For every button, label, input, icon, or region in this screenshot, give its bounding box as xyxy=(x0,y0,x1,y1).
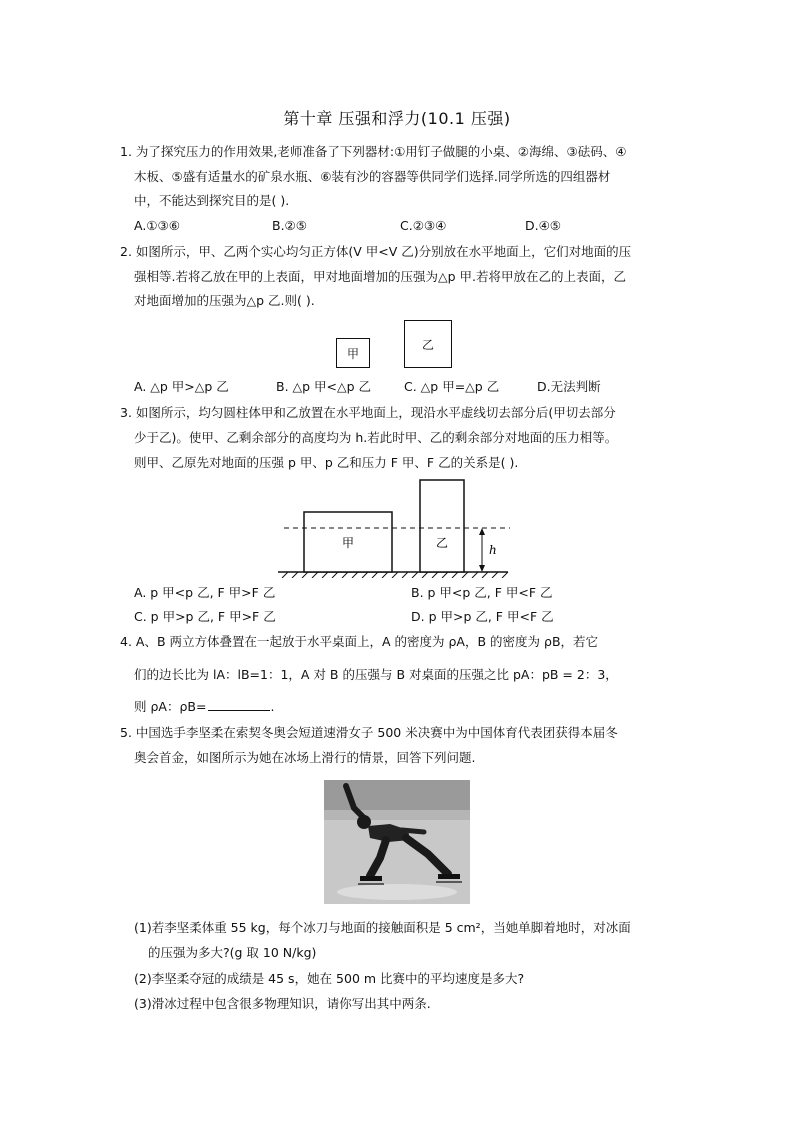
cylinder-figure xyxy=(270,474,520,578)
q5-sub2: (2)李坚柔夺冠的成绩是 45 s，她在 500 m 比赛中的平均速度是多大? xyxy=(134,971,525,986)
q3-option-c: C. p 甲>p 乙, F 甲>F 乙 xyxy=(134,609,276,624)
q1-option-d: D.④⑤ xyxy=(525,218,562,233)
cube-yi-label: 乙 xyxy=(421,337,434,352)
q1-line-2: 木板、⑤盛有适量水的矿泉水瓶、⑥装有沙的容器等供同学们选择.同学所选的四组器材 xyxy=(134,169,611,184)
skater-photo xyxy=(324,780,470,904)
q1-option-c: C.②③④ xyxy=(400,218,447,233)
q2-line-2: 强相等.若将乙放在甲的上表面，甲对地面增加的压强为△p 甲.若将甲放在乙的上表面，乙 xyxy=(134,269,626,284)
q4-line-3 xyxy=(134,698,274,716)
q3-option-a: A. p 甲<p 乙, F 甲>F 乙 xyxy=(134,585,276,600)
cylinder-jia-label: 甲 xyxy=(341,536,355,550)
q4-answer-suffix: . xyxy=(270,699,275,714)
q1-line-3: 中，不能达到探究目的是( ). xyxy=(134,193,290,208)
q2-option-c: C. △p 甲=△p 乙 xyxy=(404,379,500,394)
cube-jia-label: 甲 xyxy=(346,346,359,361)
h-label: h xyxy=(489,543,497,557)
q5-line-1: 5. 中国选手李坚柔在索契冬奥会短道速滑女子 500 米决赛中为中国体育代表团获得本届冬 xyxy=(120,725,618,740)
skater-silhouette-icon xyxy=(324,780,470,904)
q1-line-1: 1. 为了探究压力的作用效果,老师准备了下列器材:①用钉子做腿的小桌、②海绵、③砝码、④ xyxy=(120,144,627,159)
q3-line-1: 3. 如图所示，均匀圆柱体甲和乙放置在水平地面上，现沿水平虚线切去部分后(甲切去部分 xyxy=(120,405,616,420)
q2-option-d: D.无法判断 xyxy=(537,379,601,394)
q5-sub3: (3)滑冰过程中包含很多物理知识，请你写出其中两条. xyxy=(134,996,431,1011)
cylinder-yi-label: 乙 xyxy=(435,536,449,550)
q2-line-1: 2. 如图所示，甲、乙两个实心均匀正方体(V 甲<V 乙)分别放在水平地面上，它们对地面的压 xyxy=(120,244,632,259)
q2-option-b: B. △p 甲<△p 乙 xyxy=(276,379,372,394)
q1-option-b: B.②⑤ xyxy=(272,218,307,233)
q2-line-3: 对地面增加的压强为△p 乙.则( ). xyxy=(134,293,315,308)
q4-line-1: 4. A、B 两立方体叠置在一起放于水平桌面上，A 的密度为 ρA，B 的密度为 ρB，若它 xyxy=(120,634,599,649)
cylinder-yi xyxy=(420,480,464,572)
page-title: 第十章 压强和浮力(10.1 压强) xyxy=(283,109,511,128)
q5-sub1-line-1: (1)若李坚柔体重 55 kg，每个冰刀与地面的接触面积是 5 cm²，当她单脚着地时，对冰面 xyxy=(134,920,631,935)
q4-answer-blank[interactable] xyxy=(208,698,270,711)
q3-option-d: D. p 甲>p 乙, F 甲<F 乙 xyxy=(411,609,554,624)
q3-line-2: 少于乙)。使甲、乙剩余部分的高度均为 h.若此时甲、乙的剩余部分对地面的压力相等。 xyxy=(134,430,618,445)
q1-option-a: A.①③⑥ xyxy=(134,218,180,233)
ground-hatching xyxy=(282,572,508,578)
q5-line-2: 奥会首金，如图所示为她在冰场上滑行的情景，回答下列问题. xyxy=(134,750,476,765)
q4-answer-prefix: 则 ρA：ρB= xyxy=(134,699,207,714)
cube-yi xyxy=(404,320,452,368)
q3-line-3: 则甲、乙原先对地面的压强 p 甲、p 乙和压力 F 甲、F 乙的关系是( ). xyxy=(134,455,519,470)
cube-jia xyxy=(336,338,370,368)
q5-sub1-line-2: 的压强为多大?(g 取 10 N/kg) xyxy=(148,945,317,960)
q3-option-b: B. p 甲<p 乙, F 甲<F 乙 xyxy=(411,585,553,600)
q2-option-a: A. △p 甲>△p 乙 xyxy=(134,379,229,394)
q4-line-2: 们的边长比为 lA：lB=1：1，A 对 B 的压强与 B 对桌面的压强之比 pA：pB = 2：3， xyxy=(134,667,618,682)
